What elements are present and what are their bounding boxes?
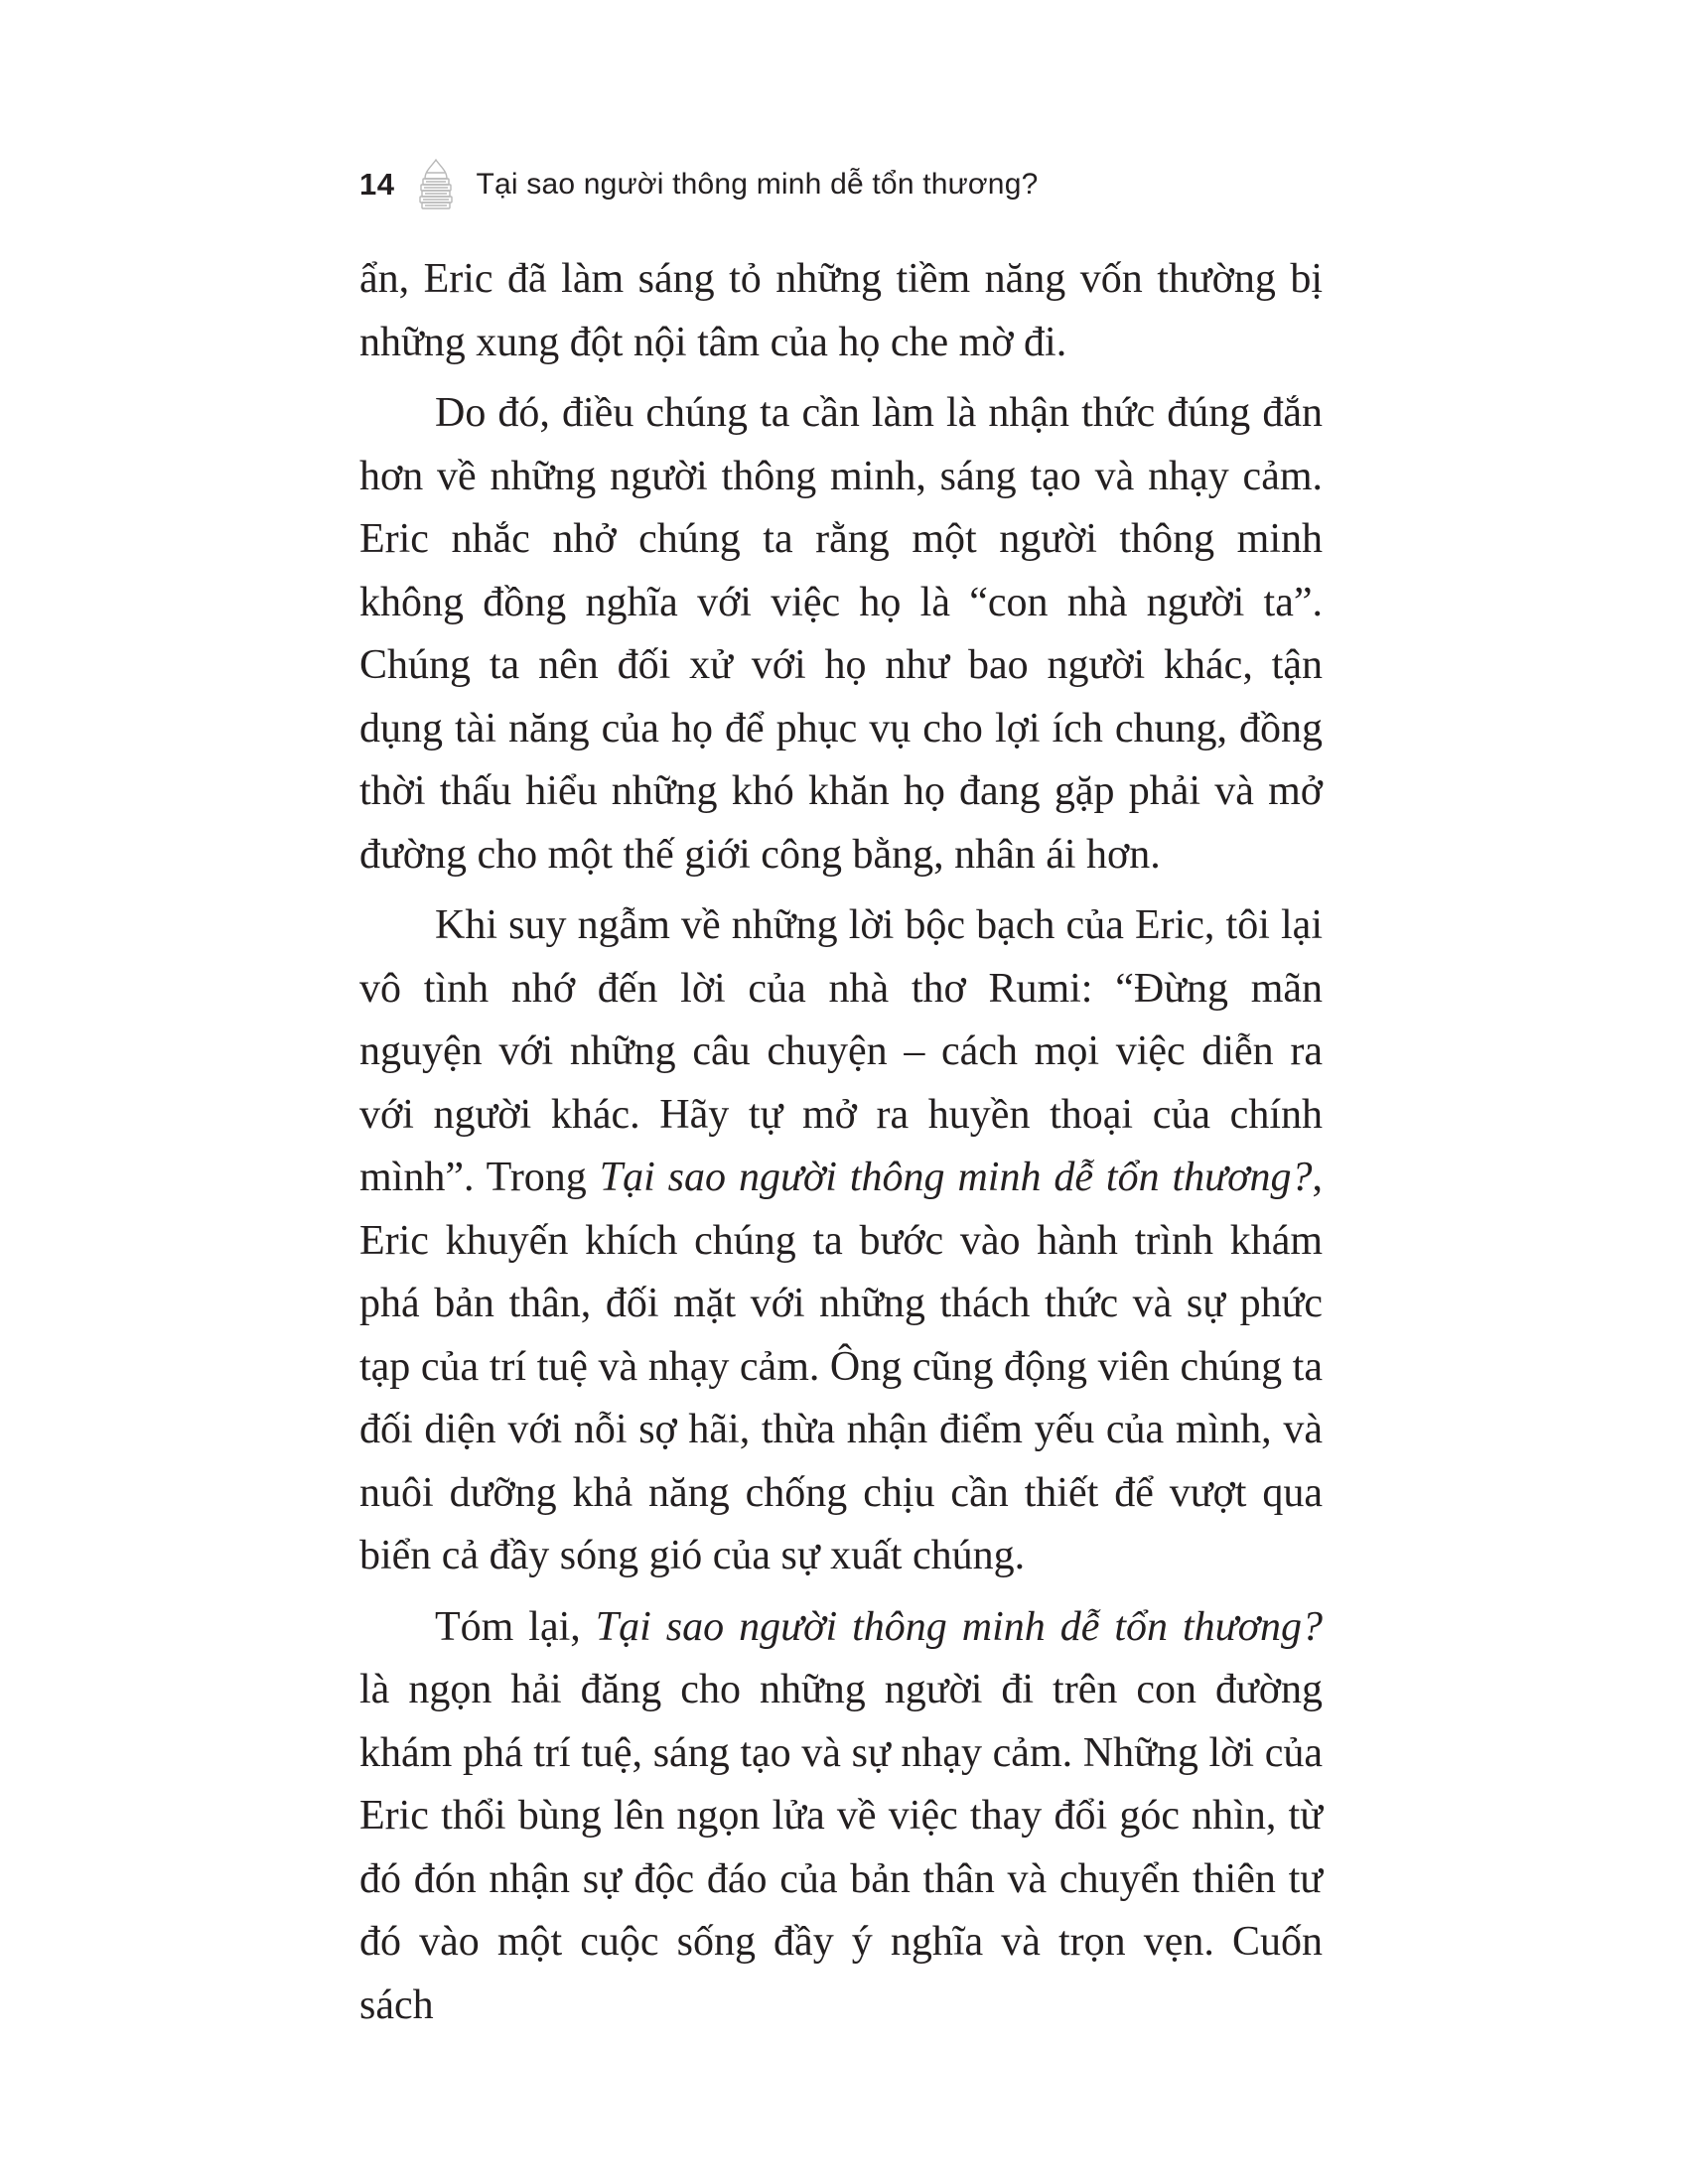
book-stack-icon xyxy=(416,157,456,212)
paragraph-4-text-b: là ngọn hải đăng cho những người đi trên con đường khám phá trí tuệ, sáng tạo và sự nhạy cảm. Những lời của Eric thổi bùng lên ngọn lửa về việc thay đổi góc nhìn, từ đó đón nhận sự độc đáo của bản thân và chuyển thiên tư đó vào một cuộc sống đầy ý nghĩa và trọn vẹn. Cuốn sách xyxy=(359,1667,1323,2028)
running-title: Tại sao người thông minh dễ tổn thương? xyxy=(476,168,1039,201)
paragraph-4 xyxy=(359,1596,1323,2038)
paragraph-4-text-a: Tóm lại, xyxy=(435,1603,596,1650)
paragraph-3-text-a: Khi suy ngẫm về những lời bộc bạch của Eric, tôi lại vô tình nhớ đến lời của nhà thơ Rumi: “Đừng mãn nguyện với những câu chuyện – cách mọi việc diễn ra với người khác. Hãy tự mở ra huyền thoại của chính mình”. Trong xyxy=(359,902,1323,1200)
page-number: 14 xyxy=(359,167,395,202)
body-text xyxy=(359,248,1323,2045)
paragraph-3 xyxy=(359,894,1323,1588)
paragraph-1: ẩn, Eric đã làm sáng tỏ những tiềm năng vốn thường bị những xung đột nội tâm của họ che mờ đi. xyxy=(359,256,1323,365)
paragraph-3-text-b: , Eric khuyến khích chúng ta bước vào hành trình khám phá bản thân, đối mặt với những thách thức và sự phức tạp của trí tuệ và nhạy cảm. Ông cũng động viên chúng ta đối diện với nỗi sợ hãi, thừa nhận điểm yếu của mình, và nuôi dưỡng khả năng chống chịu cần thiết để vượt qua biển cả đầy sóng gió của sự xuất chúng. xyxy=(359,1155,1323,1578)
book-title-italic: Tại sao người thông minh dễ tổn thương? xyxy=(599,1155,1313,1200)
book-title-italic: Tại sao người thông minh dễ tổn thương? xyxy=(595,1603,1323,1650)
paragraph-2: Do đó, điều chúng ta cần làm là nhận thức đúng đắn hơn về những người thông minh, sáng tạo và nhạy cảm. Eric nhắc nhở chúng ta rằng một người thông minh không đồng nghĩa với việc họ là “con nhà người ta”. Chúng ta nên đối xử với họ như bao người khác, tận dụng tài năng của họ để phục vụ cho lợi ích chung, đồng thời thấu hiểu những khó khăn họ đang gặp phải và mở đường cho một thế giới công bằng, nhân ái hơn. xyxy=(359,390,1323,878)
running-header xyxy=(359,157,1038,212)
